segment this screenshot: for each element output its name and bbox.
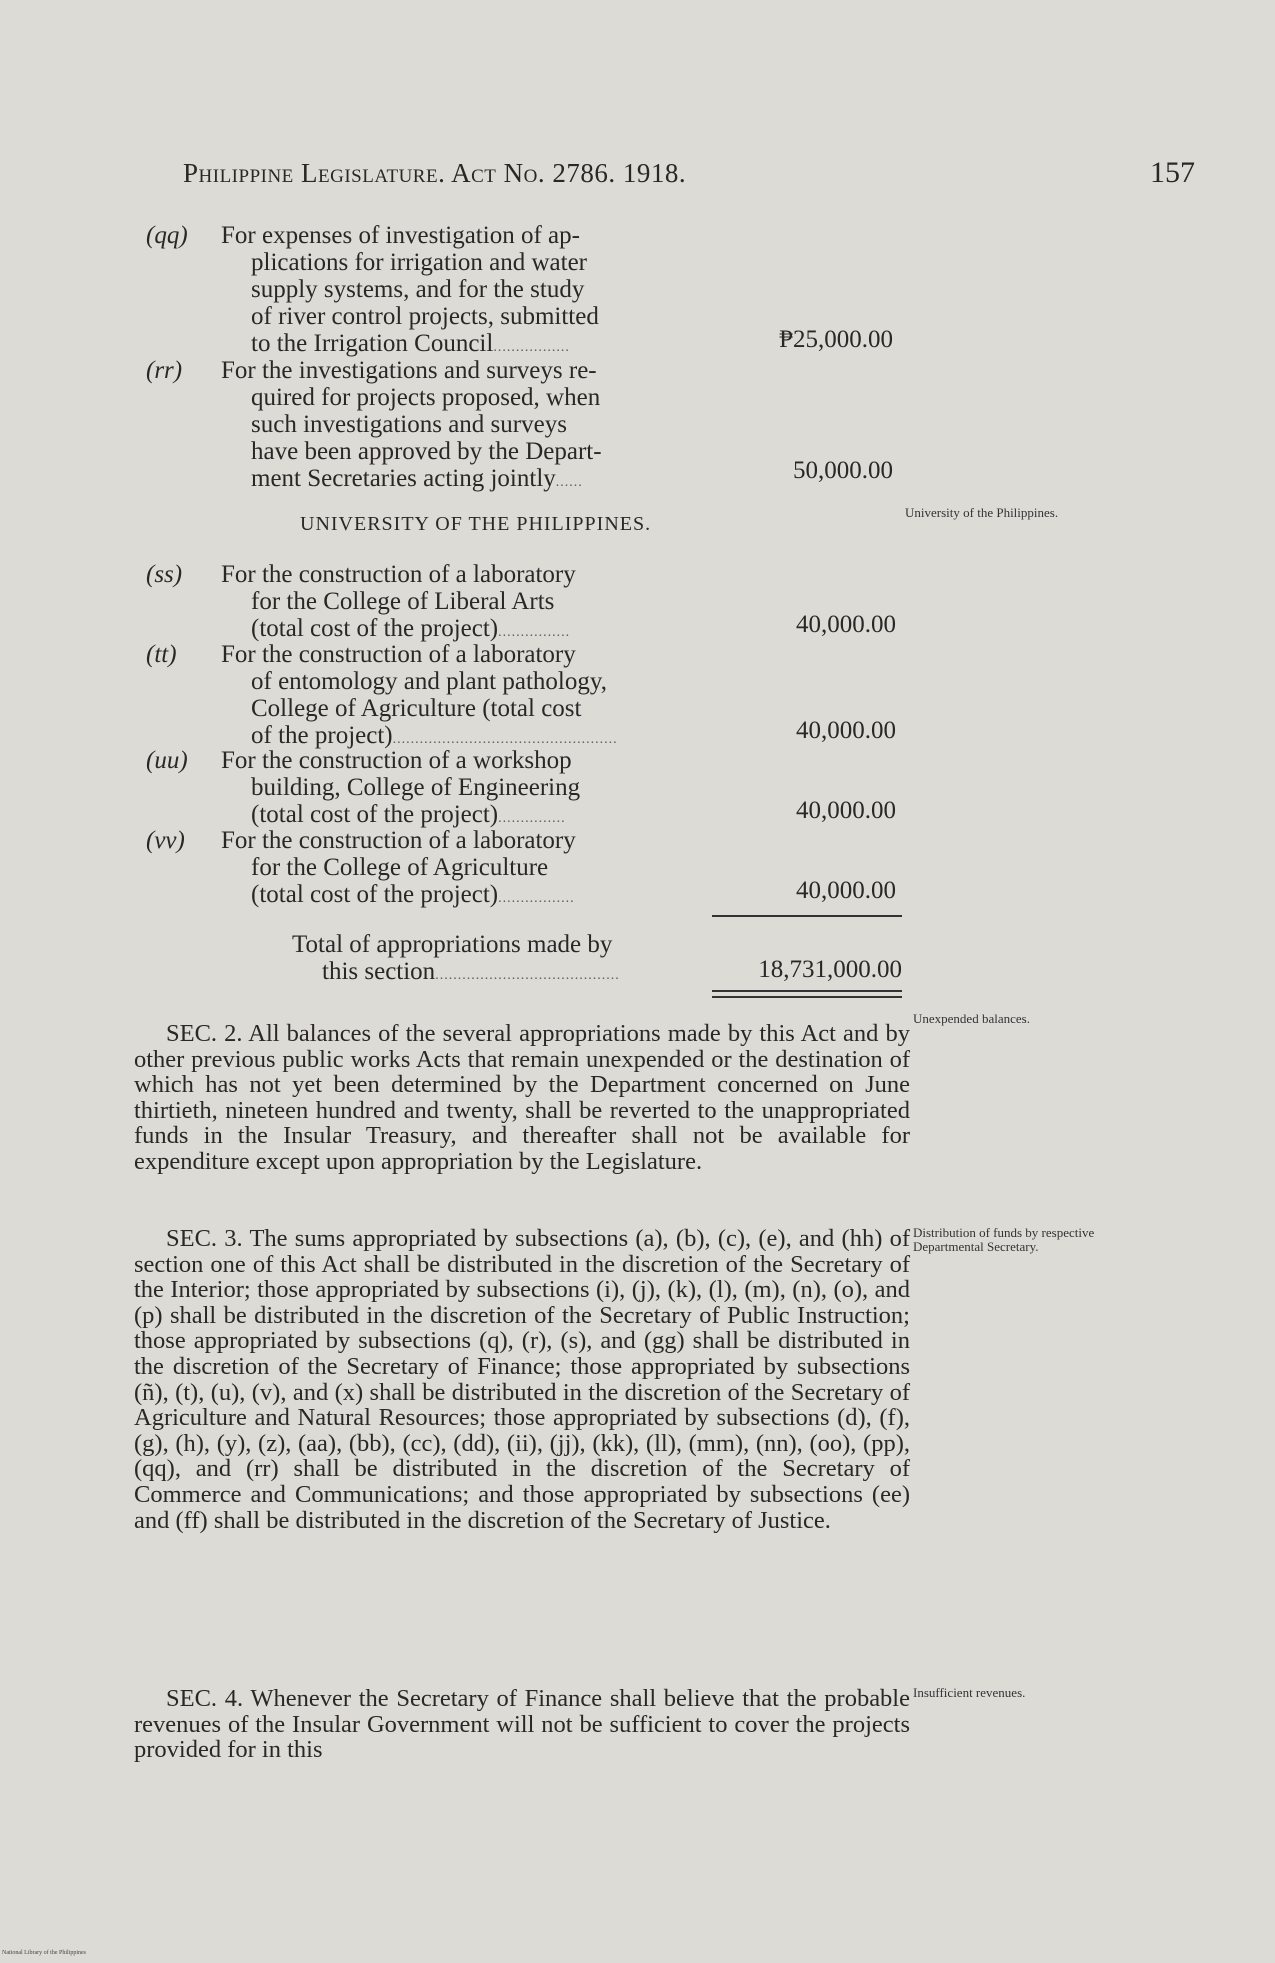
appropriation-item [146,222,706,362]
total-amount: 18,731,000.00 [758,956,902,983]
item-text: For expenses of investigation of ap- plications for irrigation and water supply systems, and for the study of river control projects, submitted to the Irrigation Council................. [221,222,599,357]
section-2: SEC. 2. All balances of the several appropriations made by this Act and by other previous public works Acts that remain unexpended or the destination of which has not yet been determined by the Department concerned on June thirtieth, nineteen hundred and twenty, shall be reverted to the unappropriated funds in the Insular Treasury, and thereafter shall not be available for expenditure except upon appropriation by the Legislature. [134,1020,910,1175]
section-heading: UNIVERSITY OF THE PHILIPPINES. [300,513,652,535]
item-amount: ₱25,000.00 [779,326,893,353]
section-4: SEC. 4. Whenever the Secretary of Finance shall believe that the probable revenues of the Insular Government will not be sufficient to cover the projects provided for in this [134,1685,910,1764]
item-label: (uu) [146,747,188,774]
item-label: (qq) [146,222,188,249]
item-label: (tt) [146,641,177,668]
total-rule [712,990,902,992]
item-text: For the investigations and surveys re- quired for projects proposed, when such investigations and surveys have been approved by the Depart- ment Secretaries acting jointly...... [221,357,602,492]
sum-rule [712,915,902,917]
scan-footer: National Library of the Philippines [2,1950,86,1956]
item-text: For the construction of a laboratory of entomology and plant pathology, College of Agriculture (total cost of the project).................................................. [221,641,618,749]
appropriation-item [146,747,706,832]
item-text: For the construction of a laboratory for the College of Agriculture (total cost of the project)................. [221,827,576,908]
item-amount: 40,000.00 [796,877,896,904]
item-text: For the construction of a workshop building, College of Engineering (total cost of the project)............... [221,747,581,828]
item-label: (ss) [146,561,183,588]
item-amount: 40,000.00 [796,717,896,744]
total-rule [712,996,902,998]
appropriation-item [146,561,706,646]
item-amount: 40,000.00 [796,797,896,824]
item-label: (vv) [146,827,185,854]
margin-note: University of the Philippines. [905,505,1059,520]
margin-note: Insufficient revenues. [913,1685,1026,1700]
page-number: 157 [1150,156,1195,189]
appropriation-item [146,641,706,751]
section-3: SEC. 3. The sums appropriated by subsections (a), (b), (c), (e), and (hh) of section one of this Act shall be distributed in the discretion of the Secretary of the Interior; those appropriated by subsections (i), (j), (k), (l), (m), (n), (o), and (p) shall be distributed in the discretion of the Secretary of Public Instruction; those appropriated by subsections (q), (r), (s), and (gg) shall be distributed in the discretion of the Secretary of Finance; those appropriated by subsections (ñ), (t), (u), (v), and (x) shall be distributed in the discretion of the Secretary of Agriculture and Natural Resources; those appropriated by subsections (d), (f), (g), (h), (y), (z), (aa), (bb), (cc), (dd), (ii), (jj), (kk), (ll), (mm), (nn), (oo), (pp), (qq), and (rr) shall be distributed in the discretion of the Secretary of Commerce and Communications; and those appropriated by subsections (ee) and (ff) shall be distributed in the discretion of the Secretary of Justice. [134,1225,910,1534]
margin-note: Unexpended balances. [913,1011,1030,1026]
item-text: For the construction of a laboratory for the College of Liberal Arts (total cost of the project)................ [221,561,576,642]
running-header: Philippine Legislature. Act No. 2786. 1918. [183,158,687,188]
margin-note: Distribution of funds by respective Departmental Secretary. [913,1225,1095,1254]
item-label: (rr) [146,357,183,384]
appropriation-item [146,357,706,497]
item-amount: 40,000.00 [796,611,896,638]
item-amount: 50,000.00 [793,457,893,484]
appropriation-item [146,827,706,912]
total-label: Total of appropriations made by this section......................................... [292,931,620,985]
